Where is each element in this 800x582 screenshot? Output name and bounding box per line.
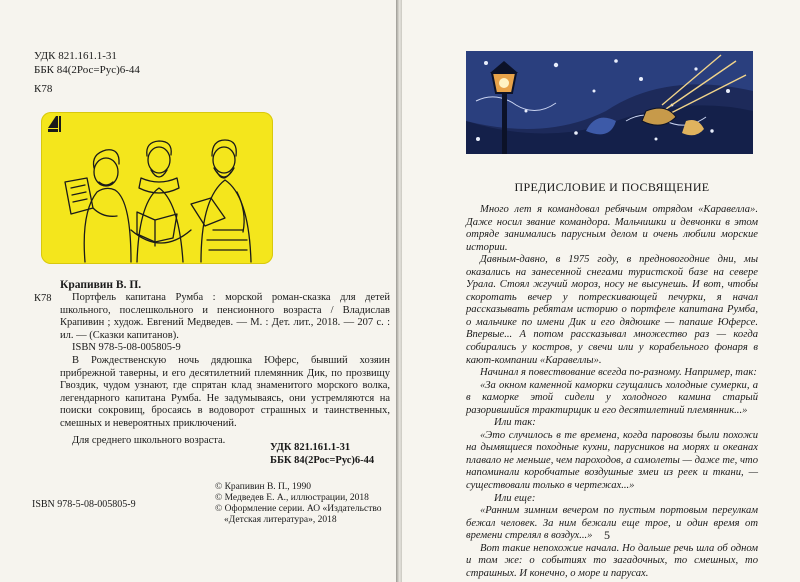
bbk-code-top: ББК 84(2Рос=Рус)6-44: [34, 63, 140, 76]
copyright-line: «Детская литература», 2018: [224, 515, 337, 525]
isbn-bib: ISBN 978-5-08-005805-9: [72, 342, 181, 354]
preface-paragraph: Начинал я повествование всегда по-разному. Например, так:: [480, 367, 757, 379]
preface-quote: «За окном каменной каморки сгущались холодные сумерки, а в каморке этой сидели у холодного камина старый разорившийся трактирщик и его десятилетний племянник...»: [466, 379, 758, 416]
copyright-block: [215, 482, 382, 526]
bibliographic-record: [60, 292, 390, 447]
publisher-logo-mark: [48, 116, 61, 132]
preface-quote: «Ранним зимним вечером по пустым портовым переулкам бежал человек. За ним бежали еще трое, и один время от времени стрелял в воздух...»: [466, 505, 758, 542]
preface-paragraph: Или так:: [494, 417, 536, 429]
author-mark-bib: К78: [34, 293, 52, 304]
classification-block-top: [34, 50, 140, 97]
chapter-header-illustration: [466, 51, 753, 154]
copyright-line: © Крапивин В. П., 1990: [215, 482, 312, 492]
preface-body: [466, 204, 758, 580]
udk-code-bottom: УДК 821.161.1-31: [270, 442, 351, 453]
left-page-copyright: [0, 0, 396, 582]
night-lantern-illustration: [466, 51, 753, 154]
author-mark-top: К78: [34, 83, 53, 95]
preface-paragraph: Или еще:: [494, 492, 536, 504]
preface-paragraph: Много лет я командовал ребячьим отрядом «Каравелла». Даже носил звание командора. Мальчишки и девчонки в этом отряде занимались парусным делом и очень любили морские истории.: [466, 204, 758, 253]
page-number: 5: [604, 528, 610, 542]
classification-block-bottom: [270, 441, 374, 467]
audience-note: Для среднего школьного возраста.: [72, 434, 226, 446]
copyright-line: © Медведев Е. А., иллюстрации, 2018: [215, 493, 369, 503]
preface-paragraph: Давным-давно, в 1975 году, в предновогодние дни, мы оказались на занесенной снегами туристской базе на севере Урала. Стоял жгучий мороз, носу не высунешь. И вот, чтобы скоротать вечер у потрескивающей печурки, я начал рассказывать ребятам историю о портфеле капитана Румба, о мальчике по имени Дик и его дядюшке — папаше Юферсе. Впервые... А потом рассказывал множество раз — когда собирались у костров, у свечи или у корабельного фонаря в кают-компании «Каравеллы».: [466, 254, 758, 366]
udk-code-top: УДК 821.161.1-31: [34, 50, 117, 62]
annotation: В Рождественскую ночь дядюшка Юферс, бывший хозяин прибрежной таверны, и его десятилетний племянник Дик, по прозвищу Гвоздик, чудом узнают, где спрятан клад знаменитого морского волка, легендарного капитана Румба. Не задумываясь, они устремляются на поиски сокровищ, бросаясь в водоворот страшных и таинственных, смешных и невероятных приключений.: [60, 354, 390, 429]
chapter-title: ПРЕДИСЛОВИЕ И ПОСВЯЩЕНИЕ: [514, 180, 710, 194]
right-page-preface: [402, 0, 800, 582]
bibliographic-entry: Портфель капитана Румба : морской роман-сказка для детей школьного, послешкольного и пенсионного возраста / Владислав Крапивин ; худож. Евгений Медведев. — М. : Дет. лит., 2018. — 207 с. : ил. — (Сказки капитанов).: [60, 292, 390, 341]
author-heading: Крапивин В. П.: [60, 279, 142, 291]
preface-quote: «Это случилось в те времена, когда паровозы были похожи на дымящиеся походные кухни, парусников на морях и океанах плавало не меньше, чем пароходов, а самолеты — даже те, что напоминали коробчатые воздушные змеи из реек и ткани, — существовали только в чертежах...»: [466, 429, 758, 492]
reading-figures-illustration: [41, 112, 273, 264]
copyright-line: © Оформление серии. АО «Издательство: [215, 504, 382, 514]
bbk-code-bottom: ББК 84(2Рос=Рус)6-44: [270, 455, 375, 466]
preface-paragraph: Вот такие непохожие начала. Но дальше речь шла об одном и том же: о событиях то загадочных, то смешных, то страшных. И конечно, о море и парусах.: [466, 542, 758, 579]
publisher-logo-card: [41, 112, 273, 264]
isbn-bottom: ISBN 978-5-08-005805-9: [32, 499, 136, 510]
